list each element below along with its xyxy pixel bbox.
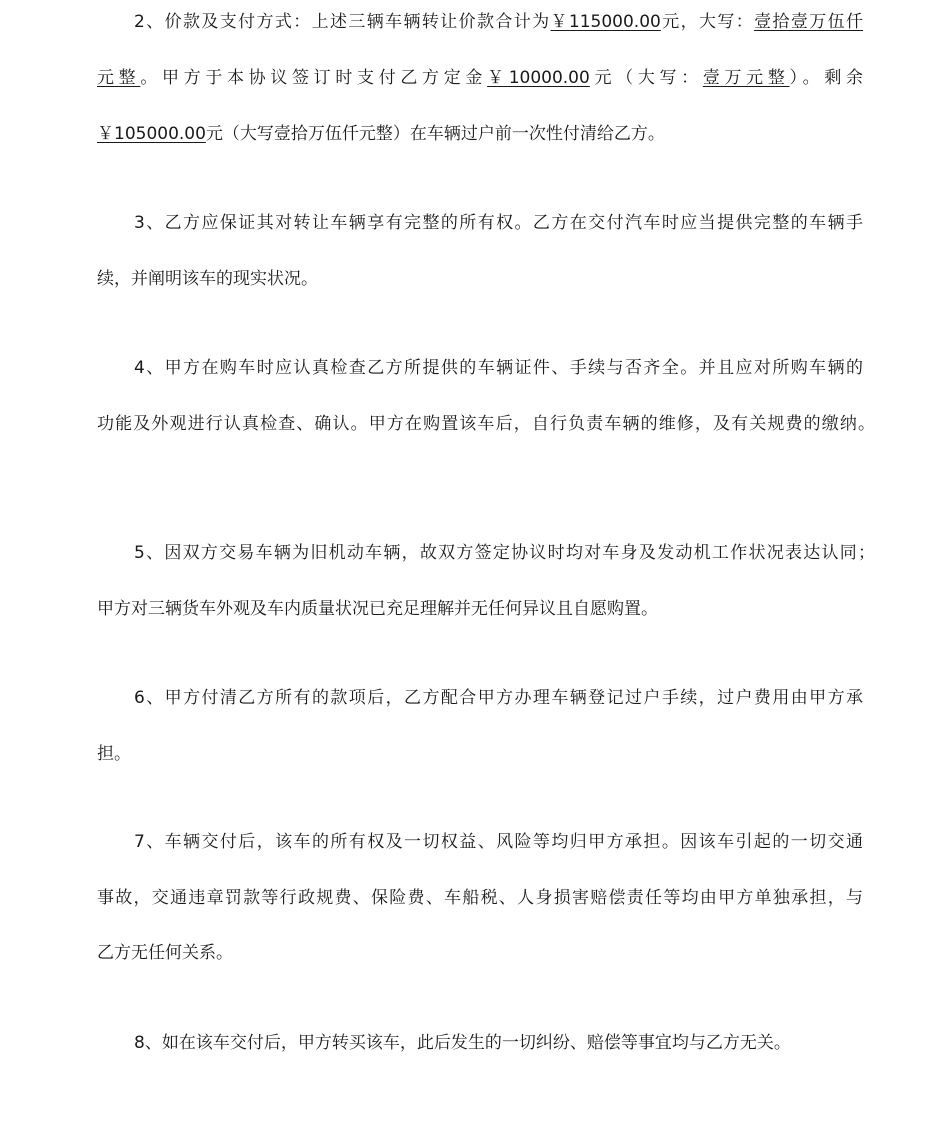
clause-2-line-1	[134, 10, 863, 34]
clause-7-line-3: 乙方无任何关系。	[97, 943, 233, 963]
clause-2-text: 元，大写：	[660, 12, 755, 32]
clause-2-text: ）。剩余	[789, 68, 864, 88]
clause-5-line-2: 甲方对三辆货车外观及车内质量状况已充足理解并无任何异议且自愿购置。	[97, 599, 658, 619]
clause-5-line-1: 5、因双方交易车辆为旧机动车辆，故双方签定协议时均对车身及发动机工作状况表达认同；	[134, 543, 875, 563]
clause-2-text: 2、价款及支付方式：上述三辆车辆转让价款合计为	[134, 12, 551, 32]
clause-7-line-2: 事故，交通违章罚款等行政规费、保险费、车船税、人身损害赔偿责任等均由甲方单独承担，与	[97, 888, 863, 908]
total-price-capital-part-2: 元整	[97, 68, 141, 88]
clause-4-line-2: 功能及外观进行认真检查、确认。甲方在购置该车后，自行负责车辆的维修，及有关规费的缴纳。	[97, 414, 875, 434]
clause-2-line-2	[97, 66, 863, 90]
total-price-amount: ￥115000.00	[550, 12, 661, 32]
clause-7-line-1: 7、车辆交付后，该车的所有权及一切权益、风险等均归甲方承担。因该车引起的一切交通	[134, 832, 863, 852]
total-price-capital-part-1: 壹拾壹万伍仟	[754, 12, 864, 32]
clause-4-line-1: 4、甲方在购车时应认真检查乙方所提供的车辆证件、手续与否齐全。并且应对所购车辆的	[134, 358, 863, 378]
clause-3-line-2: 续，并阐明该车的现实状况。	[97, 269, 318, 289]
clause-2-text: 元（大写壹拾万伍仟元整）在车辆过户前一次性付清给乙方。	[205, 124, 665, 144]
clause-2-text: 。甲方于本协议签订时支付乙方定金	[140, 68, 488, 88]
clause-6-line-2: 担。	[97, 744, 131, 764]
clause-2-text: 元（大写：	[589, 68, 703, 88]
clause-2-line-3	[97, 122, 665, 146]
deposit-capital: 壹万元整	[702, 68, 790, 88]
deposit-amount: ￥10000.00	[487, 68, 590, 88]
remaining-amount: ￥105000.00	[97, 124, 206, 144]
clause-6-line-1: 6、甲方付清乙方所有的款项后，乙方配合甲方办理车辆登记过户手续，过户费用由甲方承	[134, 688, 863, 708]
clause-3-line-1: 3、乙方应保证其对转让车辆享有完整的所有权。乙方在交付汽车时应当提供完整的车辆手	[134, 213, 863, 233]
clause-8-line-1: 8、如在该车交付后，甲方转买该车，此后发生的一切纠纷、赔偿等事宜均与乙方无关。	[134, 1033, 791, 1053]
